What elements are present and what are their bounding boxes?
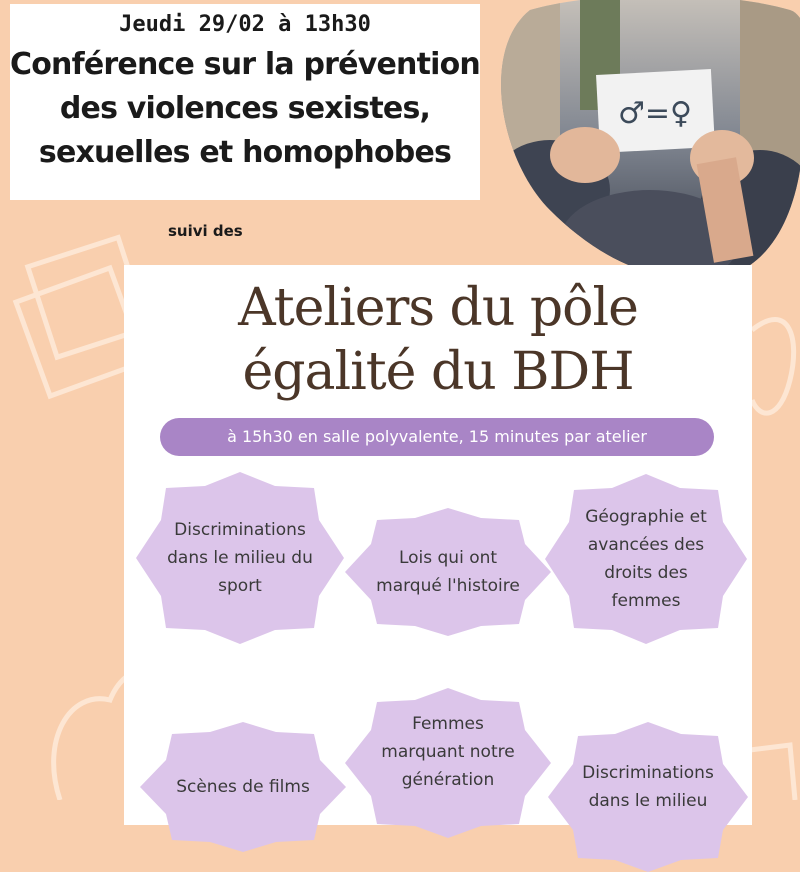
workshops-title — [124, 276, 752, 404]
workshop-label: Géographie et avancées des droits des femmes — [585, 507, 707, 611]
conference-title-line: sexuelles et homophobes — [38, 135, 452, 170]
conference-header — [10, 4, 480, 200]
workshop-item — [548, 722, 748, 872]
workshop-item — [136, 472, 344, 644]
followed-by-text: suivi des — [168, 222, 243, 240]
conference-title — [10, 43, 480, 175]
event-date: Jeudi 29/02 à 13h30 — [119, 12, 371, 37]
workshop-item — [345, 688, 551, 838]
workshop-label: Femmes marquant notre génération — [381, 714, 515, 790]
workshop-label: Lois qui ont marqué l'histoire — [376, 548, 520, 596]
workshop-item — [345, 508, 551, 636]
equality-photo — [490, 0, 800, 290]
workshop-item — [140, 722, 346, 852]
workshop-label: Scènes de films — [176, 777, 310, 797]
schedule-pill: à 15h30 en salle polyvalente, 15 minutes par atelier — [160, 418, 714, 456]
workshop-label: Discriminations dans le milieu — [582, 763, 714, 811]
workshops-title-line: Ateliers du pôle — [238, 278, 638, 338]
conference-title-line: Conférence sur la prévention — [10, 47, 480, 82]
equality-symbol: ♂=♀ — [617, 96, 693, 131]
conference-title-line: des violences sexistes, — [59, 91, 431, 126]
workshop-item — [545, 474, 747, 644]
workshop-label: Discriminations dans le milieu du sport — [167, 520, 313, 596]
workshops-title-line: égalité du BDH — [242, 342, 634, 402]
